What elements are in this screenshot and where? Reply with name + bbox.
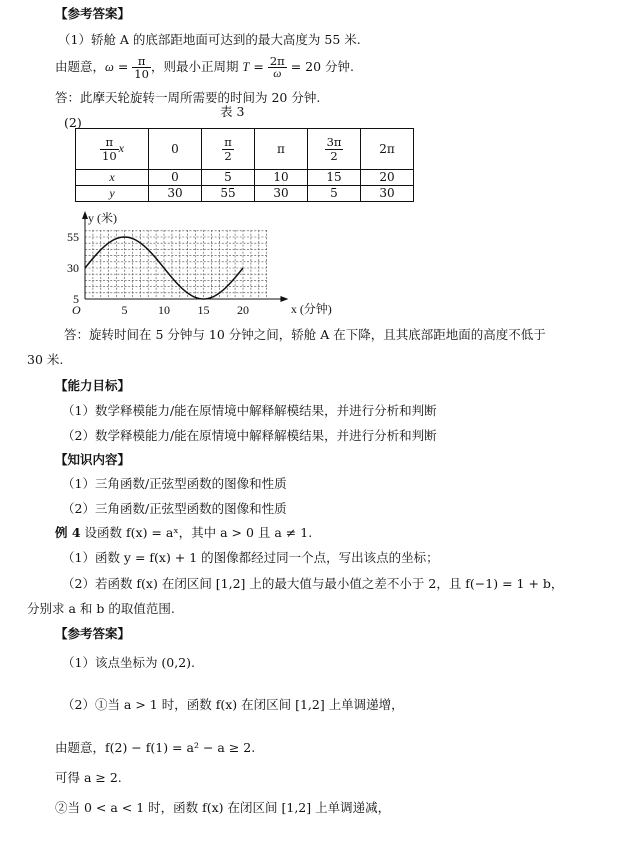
table-header-cell	[361, 129, 414, 170]
omega-fraction-numerator: π	[132, 55, 151, 68]
header-cell-text: π	[277, 141, 285, 156]
answer-heading-2: 【参考答案】	[55, 626, 131, 641]
omega-fraction	[132, 55, 151, 80]
header-cell-numerator: π	[224, 135, 232, 150]
table-3	[75, 128, 414, 202]
table-header-first	[76, 129, 149, 170]
table-row-y	[76, 186, 414, 202]
example-label: 例 4	[55, 525, 81, 540]
header-fraction-denominator: 10	[102, 148, 117, 163]
table-row-label: x	[76, 170, 149, 186]
period-fraction-denominator: ω	[273, 68, 282, 81]
header-cell-fraction	[222, 136, 234, 161]
sine-graph	[40, 205, 340, 320]
question-2-line-2: 分别求 a 和 b 的取值范围.	[27, 601, 175, 616]
knowledge-item-1: （1）三角函数/正弦型函数的图像和性质	[62, 476, 287, 491]
omega-symbol: ω	[105, 60, 114, 75]
y-axis-label: y (米)	[88, 211, 117, 225]
header-cell-denominator: 2	[224, 148, 232, 163]
table-cell: 5	[308, 186, 361, 202]
x-tick-label: 20	[237, 303, 249, 317]
x-tick-label: 15	[197, 303, 210, 317]
table-row-x	[76, 170, 414, 186]
answer-heading: 【参考答案】	[55, 6, 131, 21]
answer-2-result: 可得 a ≥ 2.	[55, 770, 122, 785]
answer-period-text: 答：此摩天轮旋转一周所需要的时间为 20 分钟.	[55, 90, 321, 105]
question-2-line-1: （2）若函数 f(x) 在闭区间 [1,2] 上的最大值与最小值之差不小于 2，且 f(−1) = 1 + b，	[62, 576, 564, 591]
period-derivation	[55, 55, 354, 80]
header-cell-numerator: 3π	[326, 135, 342, 150]
example-statement: 设函数 f(x) = aˣ，其中 a > 0 且 a ≠ 1.	[84, 525, 313, 540]
period-fraction	[268, 55, 287, 80]
omega-fraction-denominator: 10	[134, 67, 149, 82]
table-header-cell	[308, 129, 361, 170]
header-fraction	[100, 136, 119, 161]
knowledge-heading: 【知识内容】	[55, 452, 131, 467]
answer-2-derivation: 由题意，f(2) − f(1) = a² − a ≥ 2.	[55, 740, 256, 755]
equals-sign: =	[117, 59, 129, 75]
header-variable: x	[118, 141, 124, 156]
table-cell: 5	[202, 170, 255, 186]
period-symbol: T	[242, 60, 250, 75]
table-caption: 表 3	[220, 104, 245, 119]
question-1: （1）函数 y = f(x) + 1 的图像都经过同一个点，写出该点的坐标；	[62, 550, 439, 565]
header-cell-text: 0	[171, 141, 179, 156]
y-tick-label: 55	[67, 230, 79, 244]
table-header-cell	[202, 129, 255, 170]
table-header-row	[76, 129, 414, 170]
x-axis-label: x (分钟)	[290, 302, 332, 316]
table-header-cell	[255, 129, 308, 170]
period-fraction-numerator: 2π	[269, 54, 285, 68]
y-tick-label: 5	[73, 292, 79, 306]
y-tick-label: 30	[67, 261, 79, 275]
ability-item-2: （2）数学释模能力/能在原情境中解释解模结果，并进行分析和判断	[62, 428, 437, 443]
period-middle: ，则最小正周期	[150, 59, 243, 75]
period-prefix: 由题意，	[55, 59, 106, 75]
ability-heading: 【能力目标】	[55, 378, 131, 393]
example-4	[55, 525, 312, 540]
table-header-cell	[149, 129, 202, 170]
period-result: = 20 分钟.	[290, 59, 354, 75]
table-cell: 10	[255, 170, 308, 186]
conclusion-line-2: 30 米.	[27, 352, 64, 367]
table-cell: 30	[149, 186, 202, 202]
answer-2-case-2: ②当 0 < a < 1 时，函数 f(x) 在闭区间 [1,2] 上单调递减，	[55, 800, 391, 815]
table-cell: 20	[361, 170, 414, 186]
equals-sign-2: =	[253, 59, 264, 75]
table-row-label: y	[76, 186, 149, 202]
part2-label: (2)	[64, 115, 82, 130]
header-fraction-numerator: π	[100, 136, 119, 149]
table-cell: 0	[149, 170, 202, 186]
origin-label: O	[72, 303, 81, 317]
answer-1: （1）该点坐标为 (0,2).	[62, 655, 196, 670]
header-cell-text: 2π	[379, 141, 395, 156]
x-tick-label: 5	[121, 303, 128, 317]
table-cell: 55	[202, 186, 255, 202]
table-cell: 30	[255, 186, 308, 202]
table-cell: 30	[361, 186, 414, 202]
answer-part1-text: （1）轿舱 A 的底部距地面可达到的最大高度为 55 米.	[58, 32, 361, 47]
header-cell-denominator: 2	[330, 148, 338, 163]
conclusion-line-1: 答：旋转时间在 5 分钟与 10 分钟之间，轿舱 A 在下降，且其底部距地面的高度不低于	[64, 327, 546, 342]
table-cell: 15	[308, 170, 361, 186]
x-tick-label: 10	[158, 303, 170, 317]
header-cell-fraction	[325, 136, 344, 161]
ability-item-1: （1）数学释模能力/能在原情境中解释解模结果，并进行分析和判断	[62, 403, 437, 418]
answer-2-case-1: （2）①当 a > 1 时，函数 f(x) 在闭区间 [1,2] 上单调递增，	[62, 697, 404, 712]
x-axis-arrow	[280, 296, 288, 302]
knowledge-item-2: （2）三角函数/正弦型函数的图像和性质	[62, 501, 287, 516]
